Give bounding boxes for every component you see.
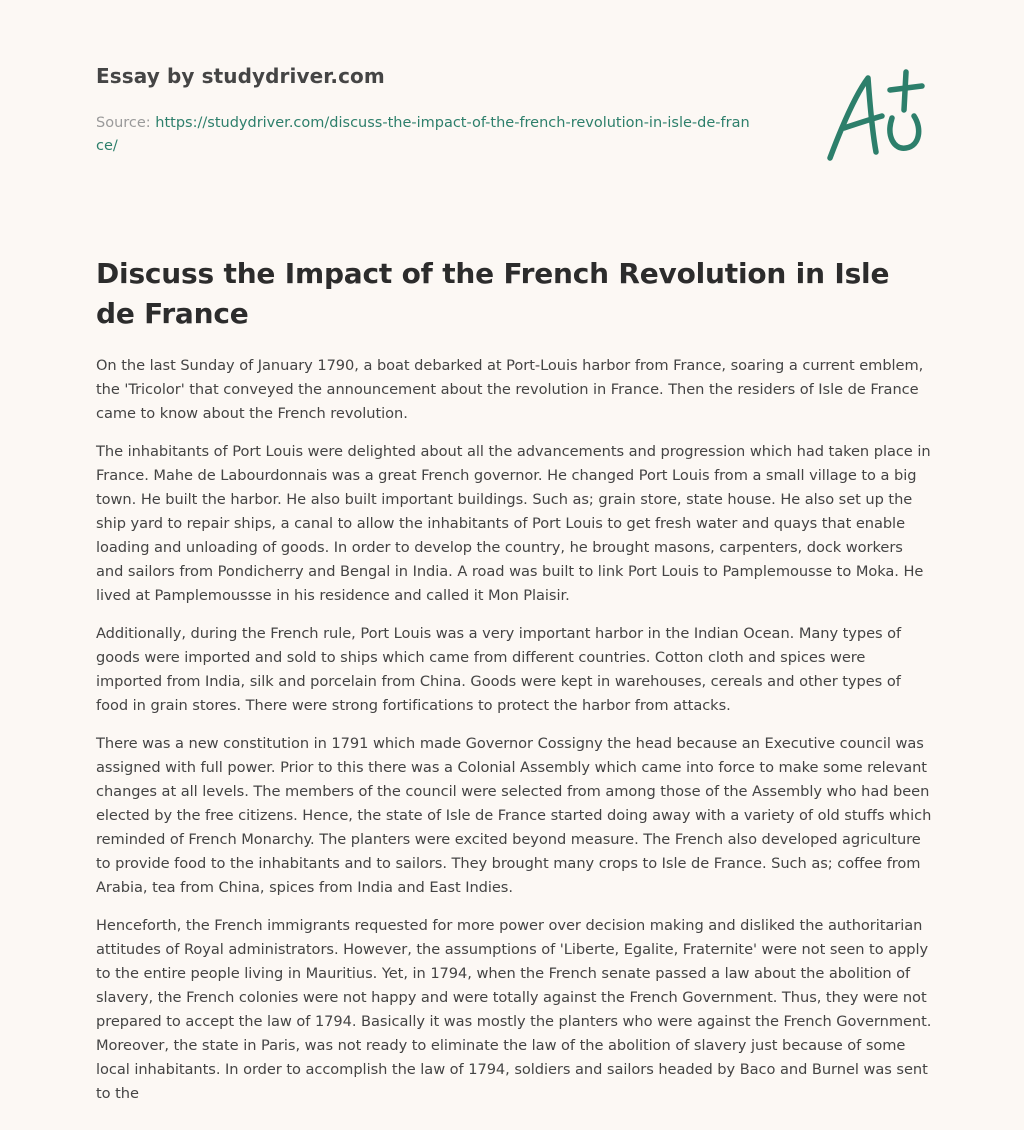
essay-paragraph: There was a new constitution in 1791 which made Governor Cossigny the head because an Executive council was assigned with full power. Prior to this there was a Colonial Assembly which came into force to make some relevant changes at all levels. The members of the council were selected from among those of the Assembly who had been elected by the free citizens. Hence, the state of Isle de France started doing away with a variety of old stuffs which reminded of French Monarchy. The planters were excited beyond measure. The French also developed agriculture to provide food to the inhabitants and to sailors. They brought many crops to Isle de France. Such as; coffee from Arabia, tea from China, spices from India and East Indies. (96, 735, 932, 896)
essay-paragraph: On the last Sunday of January 1790, a boat debarked at Port-Louis harbor from France, soaring a current emblem, the 'Tricolor' that conveyed the announcement about the revolution in France. Then the residers of Isle de France came to know about the French revolution. (96, 357, 924, 422)
a-plus-logo-icon (822, 66, 932, 166)
essay-paragraph: The inhabitants of Port Louis were delighted about all the advancements and progression which had taken place in France. Mahe de Labourdonnais was a great French governor. He changed Port Louis from a small village to a big town. He built the harbor. He also built important buildings. Such as; grain store, state house. He also set up the ship yard to repair ships, a canal to allow the inhabitants of Port Louis to get fresh water and quays that enable loading and unloading of goods. In order to develop the country, he brought masons, carpenters, dock workers and sailors from Pondicherry and Bengal in India. A road was built to link Port Louis to Pamplemousse to Moka. He lived at Pamplemoussse in his residence and called it Mon Plaisir. (96, 443, 931, 604)
essay-title: Discuss the Impact of the French Revolution in Isle de France (96, 257, 890, 330)
source-line (96, 112, 756, 158)
essay-body (96, 354, 932, 1120)
brand-heading: Essay by studydriver.com (96, 64, 385, 88)
source-label: Source: (96, 115, 156, 131)
source-link[interactable]: https://studydriver.com/discuss-the-impact-of-the-french-revolution-in-isle-de-france/ (96, 115, 750, 154)
essay-paragraph: Additionally, during the French rule, Port Louis was a very important harbor in the Indian Ocean. Many types of goods were imported and sold to ships which came from different countries. Cotton cloth and spices were imported from India, silk and porcelain from China. Goods were kept in warehouses, cereals and other types of food in grain stores. There were strong fortifications to protect the harbor from attacks. (96, 625, 902, 714)
essay-paragraph: Henceforth, the French immigrants requested for more power over decision making and disliked the authoritarian attitudes of Royal administrators. However, the assumptions of 'Liberte, Egalite, Fraternite' were not seen to apply to the entire people living in Mauritius. Yet, in 1794, when the French senate passed a law about the abolition of slavery, the French colonies were not happy and were totally against the French Government. Thus, they were not prepared to accept the law of 1794. Basically it was mostly the planters who were against the French Government. Moreover, the state in Paris, was not ready to eliminate the law of the abolition of slavery just because of some local inhabitants. In order to accomplish the law of 1794, soldiers and sailors headed by Baco and Burnel was sent to the (96, 917, 932, 1102)
